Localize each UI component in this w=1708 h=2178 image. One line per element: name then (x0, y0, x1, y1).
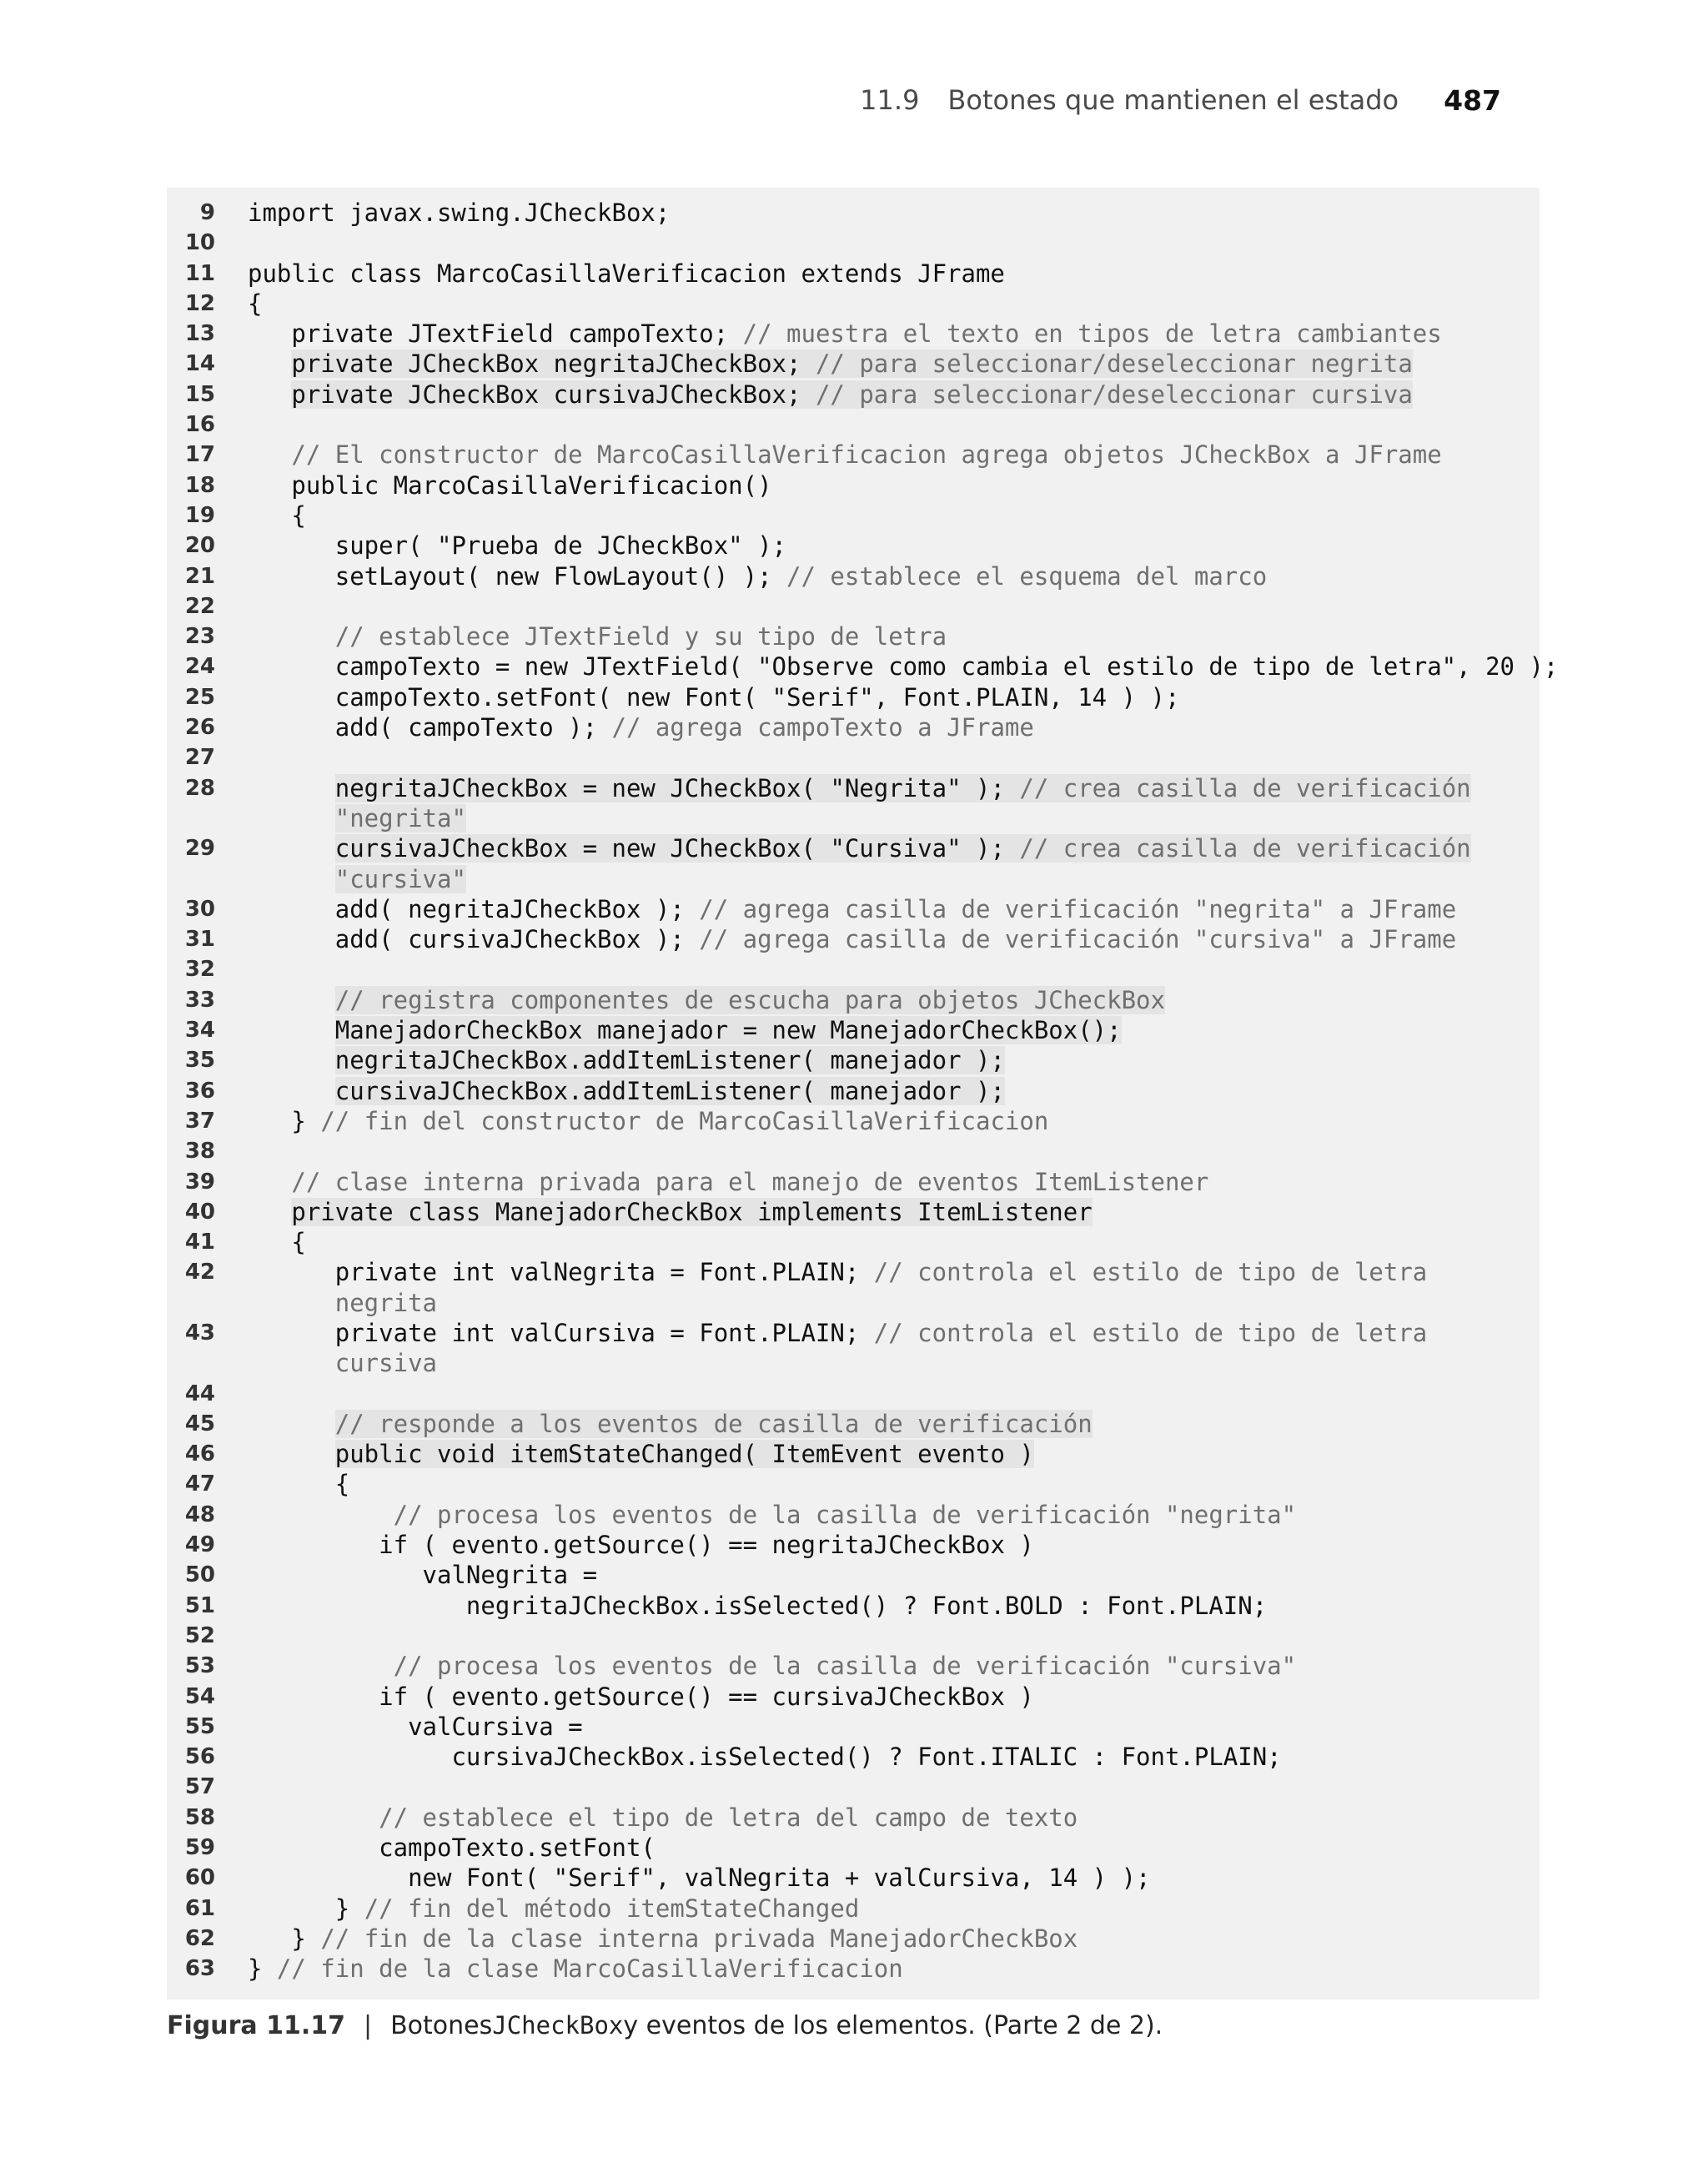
line-number: 56 (184, 1744, 215, 1770)
line-text (248, 289, 262, 319)
line-body (335, 925, 1456, 953)
code-comment: // establece JTextField y su tipo de letra (334, 622, 947, 651)
line-text (248, 1924, 1078, 1954)
line-indent (248, 622, 335, 651)
code-comment: // establece el tipo de letra del campo de texto (379, 1803, 1078, 1832)
line-text (248, 864, 466, 894)
line-indent (248, 652, 335, 681)
code-segment: } (334, 1894, 364, 1923)
line-number: 38 (184, 1139, 215, 1164)
line-number: 45 (184, 1411, 215, 1436)
line-text (248, 651, 1558, 682)
line-number: 52 (184, 1622, 215, 1648)
line-number: 57 (184, 1774, 215, 1800)
line-text (248, 621, 947, 651)
code-comment: // registra componentes de escucha para objetos JCheckBox (334, 985, 1165, 1014)
code-segment: valCursiva = (408, 1712, 583, 1741)
code-segment: private int valNegrita = Font.PLAIN; (334, 1258, 874, 1287)
code-segment: } (291, 1106, 321, 1135)
line-body (394, 1652, 1297, 1680)
line-body (335, 531, 786, 560)
line-indent (248, 1803, 379, 1832)
line-number: 47 (184, 1471, 215, 1497)
code-segment: new Font( "Serif", valNegrita + valCursiva, 14 ) ); (408, 1864, 1151, 1893)
line-indent (248, 1319, 335, 1347)
line-body (379, 1803, 1078, 1832)
line-number: 55 (184, 1713, 215, 1739)
code-segment: private class ManejadorCheckBox implements ItemListener (291, 1197, 1093, 1226)
code-comment: "cursiva" (334, 864, 466, 893)
line-body (335, 1289, 437, 1317)
line-body (335, 774, 1471, 802)
line-text (248, 1833, 656, 1863)
line-number: 30 (184, 896, 215, 922)
line-number: 28 (184, 775, 215, 801)
line-text (248, 349, 1413, 379)
line-indent (248, 1592, 466, 1620)
code-comment: // fin de la clase MarcoCasillaVerificacion (276, 1954, 903, 1984)
line-text (248, 1197, 1093, 1227)
line-number: 15 (184, 381, 215, 407)
line-body (291, 1198, 1092, 1226)
line-number: 13 (184, 321, 215, 347)
line-text (248, 833, 1471, 863)
line-text (248, 1863, 1151, 1893)
code-comment: // procesa los eventos de la casilla de verificación "cursiva" (393, 1652, 1297, 1681)
line-body (291, 1228, 305, 1256)
line-number: 63 (184, 1956, 215, 1982)
line-text (248, 682, 1179, 712)
line-text (248, 1712, 583, 1742)
code-comment: // agrega campoTexto a JFrame (611, 713, 1034, 742)
line-text (248, 1591, 1267, 1621)
line-indent (248, 501, 291, 530)
line-indent (248, 1410, 335, 1438)
line-text (248, 1257, 1427, 1287)
line-body (335, 1894, 860, 1923)
code-segment: } (248, 1954, 277, 1984)
line-indent (248, 1652, 394, 1680)
line-number: 44 (184, 1381, 215, 1406)
code-segment: private JTextField campoTexto; (291, 319, 743, 349)
line-number: 17 (184, 442, 215, 468)
line-number: 25 (184, 684, 215, 710)
code-comment: // fin de la clase interna privada ManejadorCheckBox (320, 1924, 1078, 1953)
code-segment: add( campoTexto ); (334, 713, 612, 742)
code-comment: // agrega casilla de verificación "negrita" a JFrame (699, 894, 1457, 923)
line-body (379, 1531, 1034, 1559)
line-body (291, 380, 1412, 409)
line-body (291, 1924, 1078, 1953)
line-body (335, 804, 466, 832)
line-number: 50 (184, 1562, 215, 1588)
line-body (248, 199, 670, 227)
line-indent (248, 1107, 291, 1135)
code-segment: private JCheckBox negritaJCheckBox; (291, 350, 816, 379)
line-text (248, 1015, 1122, 1045)
page-number: 487 (1444, 83, 1501, 117)
line-number: 9 (199, 200, 215, 225)
line-body (335, 713, 1034, 742)
line-text (248, 259, 1005, 289)
line-number: 24 (184, 654, 215, 680)
line-text (248, 803, 466, 833)
line-indent (248, 804, 335, 832)
line-indent (248, 1168, 291, 1196)
line-number: 37 (184, 1108, 215, 1134)
line-text (248, 894, 1456, 924)
line-body (291, 501, 305, 530)
code-comment: // agrega casilla de verificación "cursiva" a JFrame (699, 925, 1457, 954)
code-segment: valNegrita = (422, 1561, 598, 1590)
line-text (248, 1439, 1034, 1469)
line-body (248, 289, 262, 318)
line-body (335, 986, 1165, 1014)
line-number: 29 (184, 836, 215, 862)
line-indent (248, 1228, 291, 1256)
line-text (248, 1682, 1034, 1712)
code-segment: if ( evento.getSource() == negritaJCheckBox ) (379, 1531, 1034, 1560)
code-comment: // fin del método itemStateChanged (364, 1894, 860, 1923)
line-indent (248, 986, 335, 1014)
line-indent (248, 1470, 335, 1498)
code-comment: // clase interna privada para el manejo de eventos ItemListener (291, 1167, 1209, 1196)
line-body (335, 1349, 437, 1377)
line-body (291, 319, 1441, 348)
line-text (248, 500, 306, 531)
line-body (291, 350, 1412, 378)
line-body (335, 1046, 1005, 1074)
line-body (291, 471, 771, 500)
line-number: 41 (184, 1230, 215, 1255)
code-segment: { (334, 1470, 350, 1499)
line-number: 53 (184, 1653, 215, 1679)
line-number: 36 (184, 1078, 215, 1104)
line-text (248, 1742, 1282, 1772)
code-comment: // para seleccionar/deseleccionar cursiva (815, 380, 1413, 409)
code-segment: public MarcoCasillaVerificacion() (291, 470, 772, 500)
section-number: 11.9 (860, 84, 920, 116)
code-comment: "negrita" (334, 803, 466, 832)
line-indent (248, 1077, 335, 1105)
line-text (248, 1348, 437, 1378)
line-number: 35 (184, 1048, 215, 1074)
line-text (248, 1954, 903, 1984)
code-segment: public class MarcoCasillaVerificacion extends JFrame (248, 259, 1005, 288)
line-body (408, 1713, 583, 1741)
line-number: 59 (184, 1835, 215, 1861)
line-text (248, 1409, 1093, 1439)
line-number: 34 (184, 1018, 215, 1044)
line-body (335, 652, 1559, 681)
caption-text-after: y eventos de los elementos. (Parte 2 de 2). (623, 2010, 1163, 2040)
line-body (394, 1501, 1297, 1529)
line-indent (248, 380, 291, 409)
code-segment: import javax.swing.JCheckBox; (248, 199, 671, 227)
code-segment: campoTexto.setFont( (379, 1833, 656, 1863)
code-segment: negritaJCheckBox.addItemListener( manejador ); (334, 1046, 1005, 1075)
code-segment: add( cursivaJCheckBox ); (334, 925, 700, 954)
line-number: 18 (184, 472, 215, 498)
line-indent (248, 1258, 335, 1286)
code-comment: // establece el esquema del marco (786, 561, 1268, 591)
line-indent (248, 1683, 379, 1711)
line-number: 11 (184, 260, 215, 286)
line-body (335, 1016, 1122, 1044)
line-number: 20 (184, 533, 215, 559)
line-body (335, 1470, 349, 1498)
code-segment: setLayout( new FlowLayout() ); (334, 561, 787, 591)
code-segment: negritaJCheckBox.isSelected() ? Font.BOLD : Font.PLAIN; (465, 1591, 1268, 1620)
code-comment: // crea casilla de verificación (1019, 773, 1471, 802)
line-indent (248, 1501, 394, 1529)
line-text (248, 319, 1442, 349)
code-comment: // fin del constructor de MarcoCasillaVerificacion (320, 1106, 1049, 1135)
line-body (335, 895, 1456, 923)
code-segment: super( "Prueba de JCheckBox" ); (334, 531, 787, 561)
line-number: 62 (184, 1925, 215, 1951)
code-segment: if ( evento.getSource() == cursivaJCheckBox ) (379, 1682, 1034, 1711)
line-text (248, 1803, 1078, 1833)
line-indent (248, 683, 335, 712)
line-body (335, 683, 1180, 712)
line-indent (248, 713, 335, 742)
code-comment: // para seleccionar/deseleccionar negrita (815, 350, 1413, 379)
line-number: 48 (184, 1501, 215, 1527)
code-segment: { (291, 500, 306, 530)
code-comment: // El constructor de MarcoCasillaVerificacion agrega objetos JCheckBox a JFrame (291, 440, 1442, 470)
line-indent (248, 1198, 291, 1226)
line-indent (248, 1561, 423, 1589)
line-number: 43 (184, 1320, 215, 1346)
line-indent (248, 471, 291, 500)
code-segment: private int valCursiva = Font.PLAIN; (334, 1318, 874, 1347)
code-listing (167, 188, 1559, 1999)
line-number: 51 (184, 1592, 215, 1618)
line-body (291, 1107, 1048, 1135)
line-indent (248, 1289, 335, 1317)
line-body (248, 1954, 903, 1983)
line-body (335, 562, 1267, 591)
line-indent (248, 319, 291, 348)
line-number: 16 (184, 412, 215, 438)
line-indent (248, 774, 335, 802)
line-number: 60 (184, 1865, 215, 1891)
figure-caption (167, 2005, 1163, 2045)
line-text (248, 712, 1034, 742)
line-text (248, 440, 1442, 470)
caption-separator: | (363, 2010, 373, 2040)
line-body (335, 865, 466, 893)
line-number: 21 (184, 563, 215, 589)
line-body (335, 1319, 1427, 1347)
caption-code-term: JCheckBox (492, 2011, 624, 2040)
line-text (248, 1560, 597, 1590)
line-number: 33 (184, 987, 215, 1013)
line-body (335, 1077, 1005, 1105)
line-indent (248, 834, 335, 863)
line-number: 58 (184, 1804, 215, 1830)
running-head (860, 82, 1501, 118)
line-number: 39 (184, 1169, 215, 1195)
line-text (248, 1651, 1296, 1681)
line-number: 46 (184, 1441, 215, 1467)
line-indent (248, 1440, 335, 1468)
line-text (248, 1469, 349, 1499)
line-indent (248, 1016, 335, 1044)
code-segment: cursivaJCheckBox.addItemListener( manejador ); (334, 1076, 1005, 1105)
code-segment: } (291, 1924, 321, 1953)
line-body (291, 1168, 1208, 1196)
line-number: 61 (184, 1895, 215, 1921)
line-indent (248, 531, 335, 560)
line-body (248, 259, 1005, 288)
line-body (335, 1440, 1034, 1468)
line-indent (248, 1924, 291, 1953)
line-text (248, 1076, 1005, 1106)
line-number: 27 (184, 745, 215, 771)
line-body (379, 1833, 656, 1862)
line-indent (248, 1743, 451, 1771)
line-indent (248, 865, 335, 893)
line-text (248, 1045, 1005, 1075)
code-comment: cursiva (334, 1349, 437, 1378)
line-number: 12 (184, 290, 215, 316)
code-segment: ManejadorCheckBox manejador = new ManejadorCheckBox(); (334, 1016, 1122, 1045)
line-text (248, 1318, 1427, 1348)
code-comment: // responde a los eventos de casilla de verificación (334, 1409, 1093, 1438)
line-text (248, 1894, 859, 1924)
code-comment: // controla el estilo de tipo de letra (873, 1318, 1428, 1347)
line-text (248, 1530, 1034, 1560)
code-segment: campoTexto = new JTextField( "Observe como cambia el estilo de tipo de letra", 20 ); (334, 652, 1559, 682)
code-segment: { (248, 289, 263, 318)
line-number: 26 (184, 715, 215, 741)
code-segment: public void itemStateChanged( ItemEvent evento ) (334, 1440, 1034, 1469)
line-indent (248, 350, 291, 378)
code-segment: add( negritaJCheckBox ); (334, 894, 700, 923)
line-body (335, 1258, 1427, 1286)
line-text (248, 198, 670, 228)
figure-label: Figura 11.17 (167, 2010, 345, 2040)
code-comment: // controla el estilo de tipo de letra (873, 1258, 1428, 1287)
line-number: 49 (184, 1532, 215, 1558)
line-text (248, 380, 1413, 410)
line-indent (248, 1531, 379, 1559)
line-text (248, 924, 1456, 954)
line-number: 10 (184, 230, 215, 256)
code-segment: campoTexto.setFont( new Font( "Serif", Font.PLAIN, 14 ) ); (334, 682, 1180, 712)
line-text (248, 1288, 437, 1318)
line-indent (248, 1046, 335, 1074)
line-body (423, 1561, 598, 1589)
line-indent (248, 1833, 379, 1862)
line-body (335, 622, 947, 651)
line-body (291, 440, 1441, 469)
line-number: 19 (184, 502, 215, 528)
line-indent (248, 1894, 335, 1923)
code-comment: // crea casilla de verificación (1019, 834, 1471, 863)
line-text (248, 561, 1267, 591)
line-text (248, 1500, 1296, 1530)
section-title: Botones que mantienen el estado (947, 84, 1399, 116)
line-text (248, 1227, 306, 1257)
line-indent (248, 562, 335, 591)
line-text (248, 531, 786, 561)
line-indent (248, 1864, 408, 1892)
line-indent (248, 1349, 335, 1377)
line-text (248, 1167, 1208, 1197)
code-comment: // procesa los eventos de la casilla de verificación "negrita" (393, 1500, 1297, 1529)
caption-text-before: Botones (390, 2010, 493, 2040)
line-indent (248, 895, 335, 923)
line-text (248, 985, 1165, 1015)
code-comment: negrita (334, 1288, 437, 1317)
line-body (379, 1683, 1034, 1711)
code-segment: cursivaJCheckBox = new JCheckBox( "Cursiva" ); (334, 834, 1020, 863)
line-text (248, 470, 772, 500)
line-number: 22 (184, 593, 215, 619)
line-body (335, 1410, 1093, 1438)
line-number: 42 (184, 1260, 215, 1285)
line-body (335, 834, 1471, 863)
line-number: 23 (184, 624, 215, 650)
code-segment: { (291, 1228, 306, 1257)
line-number: 40 (184, 1199, 215, 1225)
line-text (248, 1106, 1048, 1136)
line-indent (248, 440, 291, 469)
line-number: 32 (184, 957, 215, 983)
line-indent (248, 925, 335, 953)
line-body (408, 1864, 1150, 1892)
code-segment: private JCheckBox cursivaJCheckBox; (291, 380, 816, 409)
code-comment: // muestra el texto en tipos de letra cambiantes (742, 319, 1442, 349)
line-number: 54 (184, 1683, 215, 1709)
line-body (451, 1743, 1281, 1771)
line-number: 31 (184, 927, 215, 953)
line-body (466, 1592, 1267, 1620)
code-segment: negritaJCheckBox = new JCheckBox( "Negrita" ); (334, 773, 1020, 802)
line-indent (248, 1713, 408, 1741)
code-segment: cursivaJCheckBox.isSelected() ? Font.ITALIC : Font.PLAIN; (451, 1743, 1282, 1772)
line-number: 14 (184, 351, 215, 377)
line-text (248, 773, 1471, 803)
